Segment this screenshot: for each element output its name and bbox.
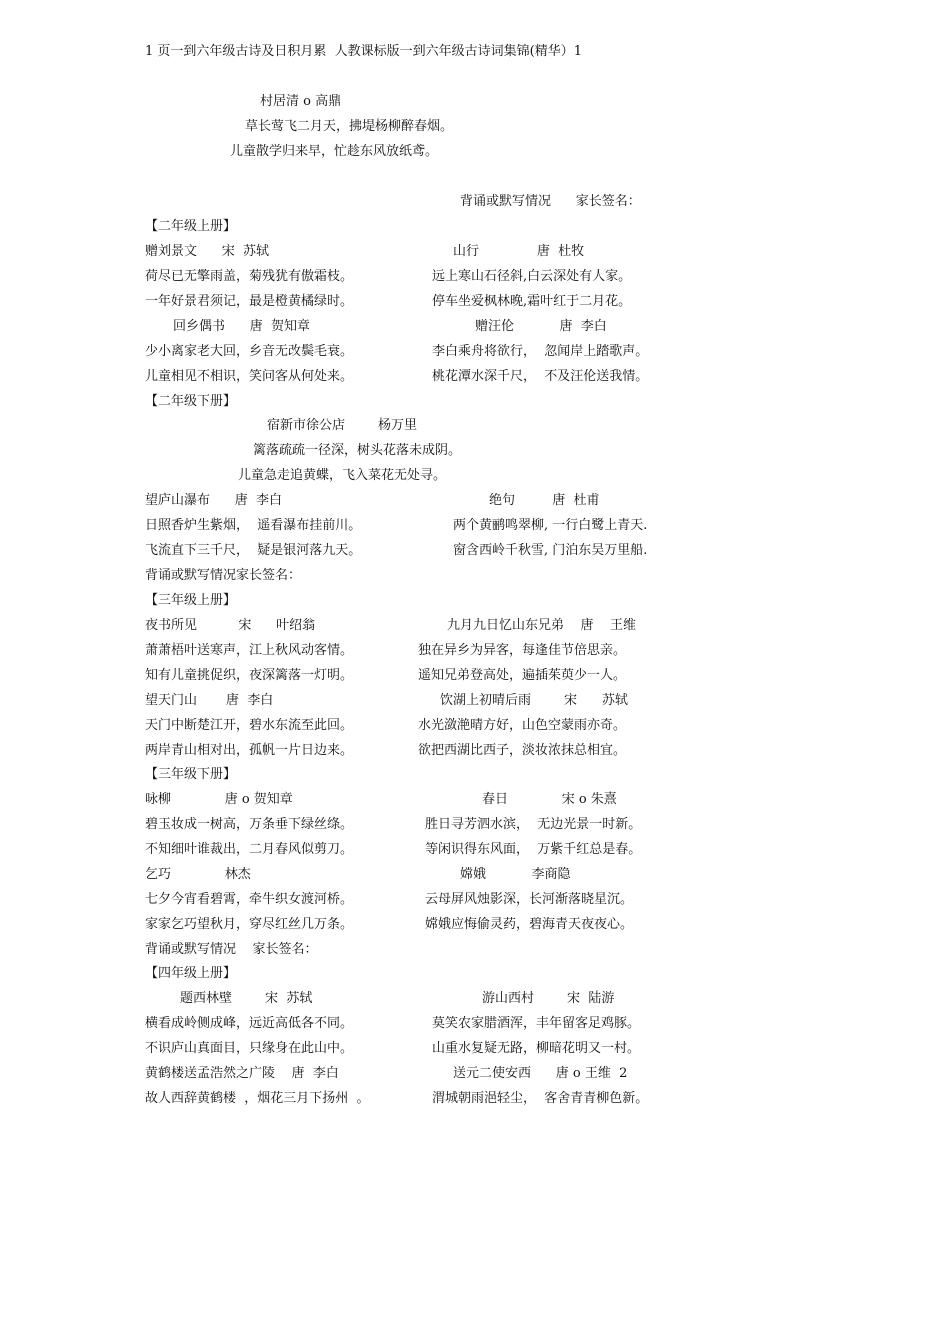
poem-line: 故人西辞黄鹤楼 ，烟花三月下扬州 。 <box>145 1091 370 1106</box>
poem-line: 欲把西湖比西子，淡妆浓抹总相宜。 <box>418 743 627 758</box>
poem-line: 云母屏风烛影深，长河渐落晓星沉。 <box>425 892 634 907</box>
poem-line: 遥知兄弟登高处，遍插茱萸少一人。 <box>418 668 627 683</box>
poem-line: 山重水复疑无路，柳暗花明又一村。 <box>432 1041 641 1056</box>
poem-title: 望天门山 唐 李白 <box>145 693 274 708</box>
poem-title: 山行 唐 杜牧 <box>453 244 585 259</box>
poem-title: 九月九日忆山东兄弟 唐 王维 <box>447 618 637 633</box>
poem-line: 儿童相见不相识，笑问客从何处来。 <box>145 369 354 384</box>
section-heading-grade3-down: 【三年级下册】 <box>145 767 237 782</box>
poem-line: 桃花潭水深千尺， 不及汪伦送我情。 <box>432 369 649 384</box>
poem-line: 李白乘舟将欲行， 忽闻岸上踏歌声。 <box>432 344 649 359</box>
poem-line: 独在异乡为异客，每逢佳节倍思亲。 <box>418 643 627 658</box>
poem-line: 萧萧梧叶送寒声，江上秋风动客情。 <box>145 643 354 658</box>
poem-line: 儿童急走追黄蝶，飞入菜花无处寻。 <box>238 468 447 483</box>
poem-title: 黄鹤楼送孟浩然之广陵 唐 李白 <box>145 1066 339 1081</box>
poem-line: 嫦娥应悔偷灵药，碧海青天夜夜心。 <box>425 917 634 932</box>
poem-line: 窗含西岭千秋雪, 门泊东吴万里船. <box>453 543 648 558</box>
poem-title: 宿新市徐公店 杨万里 <box>267 418 418 433</box>
poem-title: 送元二使安西 唐 o 王维 2 <box>453 1066 628 1081</box>
poem-line: 水光潋滟晴方好，山色空蒙雨亦奇。 <box>418 718 627 733</box>
poem-title: 夜书所见 宋 叶绍翁 <box>145 618 316 633</box>
poem-title: 嫦娥 李商隐 <box>460 867 571 882</box>
poem-line: 荷尽已无擎雨盖，菊残犹有傲霜枝。 <box>145 269 354 284</box>
section-heading-grade2-down: 【二年级下册】 <box>145 394 237 409</box>
poem-line: 横看成岭侧成峰，远近高低各不同。 <box>145 1016 354 1031</box>
poem-title: 望庐山瀑布 唐 李白 <box>145 493 283 508</box>
poem-title: 游山西村 宋 陆游 <box>482 991 615 1006</box>
poem-title-cunju: 村居清 o 高鼎 <box>260 94 342 109</box>
poem-line: 七夕今宵看碧霄，牵牛织女渡河桥。 <box>145 892 354 907</box>
page-header: 1 页一到六年级古诗及日积月累 人教课标版一到六年级古诗词集锦(精华）1 <box>145 44 583 59</box>
poem-line: 飞流直下三千尺， 疑是银河落九天。 <box>145 543 362 558</box>
poem-title: 赠汪伦 唐 李白 <box>475 319 607 334</box>
signature-line: 背诵或默写情况 家长签名： <box>145 942 318 957</box>
poem-line: 草长莺飞二月天，拂堤杨柳醉春烟。 <box>245 119 454 134</box>
poem-title: 赠刘景文 宋 苏轼 <box>145 244 270 259</box>
poem-line: 渭城朝雨浥轻尘， 客舍青青柳色新。 <box>432 1091 649 1106</box>
poem-title: 绝句 唐 杜甫 <box>489 493 600 508</box>
poem-title: 饮湖上初晴后雨 宋 苏轼 <box>440 693 628 708</box>
poem-line: 两个黄鹂鸣翠柳, 一行白鹭上青天. <box>453 518 648 533</box>
section-heading-grade4-up: 【四年级上册】 <box>145 966 237 981</box>
poem-line: 不识庐山真面目，只缘身在此山中。 <box>145 1041 354 1056</box>
poem-title: 咏柳 唐 o 贺知章 <box>145 792 293 807</box>
poem-line: 两岸青山相对出，孤帆一片日边来。 <box>145 743 354 758</box>
section-heading-grade2-up: 【二年级上册】 <box>145 219 237 234</box>
poem-line: 少小离家老大回，乡音无改鬓毛衰。 <box>145 344 354 359</box>
poem-line: 知有儿童挑促织，夜深篱落一灯明。 <box>145 668 354 683</box>
poem-title: 春日 宋 o 朱熹 <box>482 792 617 807</box>
poem-line: 胜日寻芳泗水滨， 无边光景一时新。 <box>425 817 642 832</box>
signature-line: 背诵或默写情况 家长签名： <box>460 194 641 209</box>
poem-line: 家家乞巧望秋月，穿尽红丝几万条。 <box>145 917 354 932</box>
poem-line: 等闲识得东风面， 万紫千红总是春。 <box>425 842 642 857</box>
poem-title: 乞巧 林杰 <box>145 867 251 882</box>
poem-line: 碧玉妆成一树高，万条垂下绿丝绦。 <box>145 817 354 832</box>
poem-line: 停车坐爱枫林晚,霜叶红于二月花。 <box>432 294 632 309</box>
poem-line: 篱落疏疏一径深，树头花落未成阴。 <box>253 443 462 458</box>
poem-line: 莫笑农家腊酒浑，丰年留客足鸡豚。 <box>432 1016 641 1031</box>
poem-line: 天门中断楚江开，碧水东流至此回。 <box>145 718 354 733</box>
poem-line: 一年好景君须记，最是橙黄橘绿时。 <box>145 294 354 309</box>
poem-line: 儿童散学归来早，忙趁东风放纸鸢。 <box>230 144 439 159</box>
poem-line: 日照香炉生紫烟， 遥看瀑布挂前川。 <box>145 518 362 533</box>
poem-line: 远上寒山石径斜,白云深处有人家。 <box>432 269 632 284</box>
signature-line: 背诵或默写情况家长签名： <box>145 568 302 583</box>
poem-line: 不知细叶谁裁出，二月春风似剪刀。 <box>145 842 354 857</box>
poem-title: 题西林壁 宋 苏轼 <box>180 991 313 1006</box>
section-heading-grade3-up: 【三年级上册】 <box>145 593 237 608</box>
poem-title: 回乡偶书 唐 贺知章 <box>173 319 311 334</box>
